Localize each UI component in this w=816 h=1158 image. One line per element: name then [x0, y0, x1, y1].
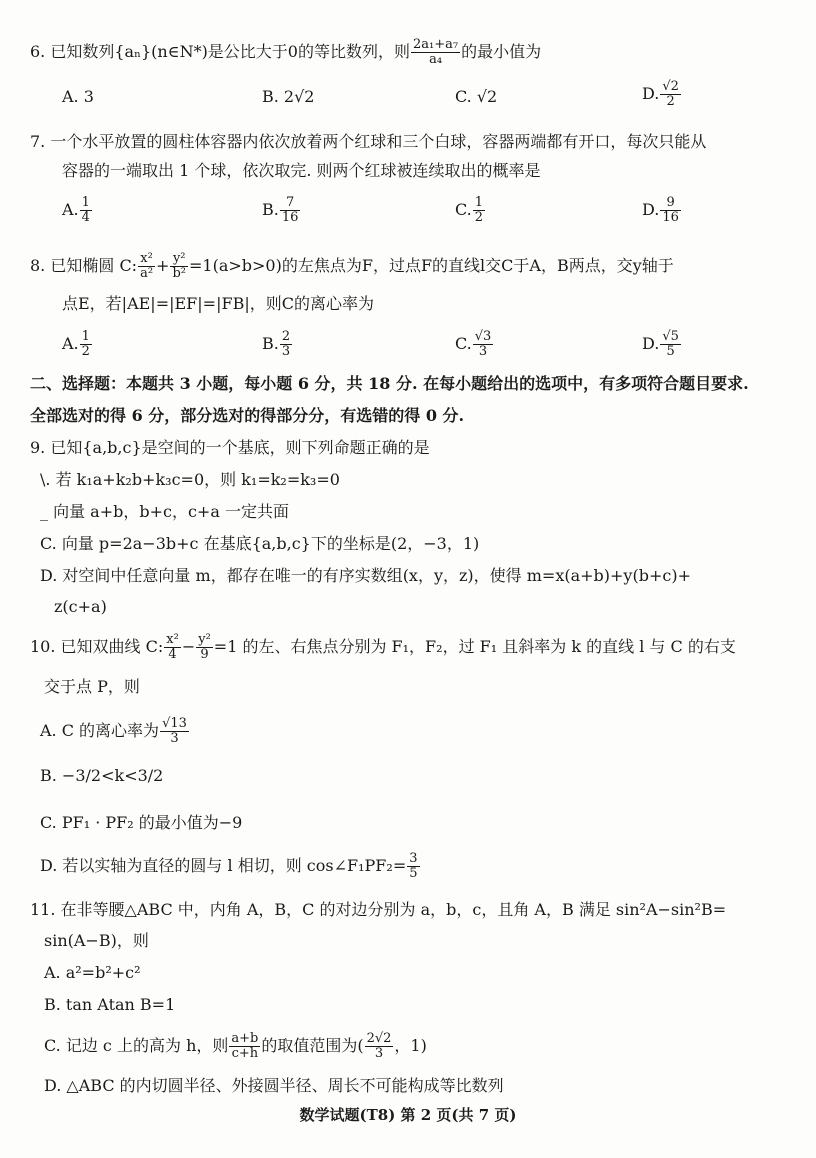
q11-c-den2: 3 [374, 1046, 384, 1061]
q7-option-a [62, 196, 93, 225]
q8-b-num: 2 [281, 329, 291, 344]
question-8-line2: 点E，若|AE|=|EF|=|FB|，则C的离心率为 [62, 294, 374, 313]
q10-x-frac [164, 633, 181, 662]
q10-x-den: 4 [168, 647, 177, 662]
q8-b-label: B. [262, 334, 279, 353]
q11-c-text-b: 的取值范围为( [261, 1036, 364, 1055]
page-footer: 数学试题(T8) 第 2 页(共 7 页) [299, 1106, 517, 1124]
q10-option-c: C. PF₁ · PF₂ 的最小值为−9 [40, 813, 243, 832]
q10-line1-end: =1 的左、右焦点分别为 F₁，F₂，过 F₁ 且斜率为 k 的直线 l 与 C 的右支 [213, 637, 736, 656]
q7-a-frac [80, 196, 92, 225]
q9-option-b: _ 向量 a+b，b+c，c+a 一定共面 [40, 502, 289, 521]
q7-option-b [262, 196, 301, 225]
q8-x-frac [138, 252, 155, 281]
q11-c-num2: 2√2 [366, 1031, 392, 1046]
q11-c-den1: c+h [231, 1046, 259, 1061]
q6-frac-den: a₄ [429, 52, 443, 67]
q7-b-num: 7 [280, 196, 301, 211]
section-2-heading-line2: 全部选对的得 6 分，部分选对的得部分分，有选错的得 0 分. [30, 406, 465, 425]
q7-b-frac [280, 196, 301, 225]
q7-c-frac [473, 196, 485, 225]
q8-d-num: √5 [662, 329, 679, 344]
q6-option-c: C. √2 [455, 87, 498, 106]
q6-option-a: A. 3 [62, 87, 94, 106]
q10-y-frac [196, 633, 213, 662]
q8-b-den: 3 [281, 344, 291, 359]
q6-frac-num: 2a₁+a₇ [413, 37, 459, 52]
q10-line1-start: 10. 已知双曲线 C: [30, 637, 164, 656]
q11-option-a: A. a²=b²+c² [44, 963, 141, 982]
q10-option-a [40, 717, 190, 746]
question-11-line1: 11. 在非等腰△ABC 中，内角 A，B，C 的对边分别为 a，b，c，且角 A，B 满足 sin²A−sin²B= [30, 900, 727, 919]
q6-stem-tail: 的最小值为 [461, 42, 542, 61]
q8-option-b [262, 330, 293, 359]
q6-option-d [642, 80, 682, 109]
question-8-line1: 8. 已知椭圆 C: $\frac{\text{x²}}{\text{a²}}$ + $\frac{\text{y²}}{\text{b²}}$ =1(a>b>0)的左焦点为F，过点F的直线l交C于A，B两点，交y轴于 [30, 251, 674, 281]
q6-d-num: √2 [662, 79, 679, 94]
q6-d-label: D. [642, 84, 660, 103]
q8-a-den: 2 [81, 344, 90, 359]
q8-y-den: b² [172, 266, 186, 281]
q11-c-text-a: C. 记边 c 上的高为 h，则 [44, 1036, 229, 1055]
q8-d-den: 5 [666, 344, 675, 359]
q10-d-frac [407, 852, 419, 881]
question-7-line1: 7. 一个水平放置的圆柱体容器内依次放着两个红球和三个白球，容器两端都有开口，每次只能从 [30, 132, 707, 151]
q10-x-num: x² [166, 632, 179, 647]
q11-c-frac2 [365, 1032, 394, 1061]
q8-c-label: C. [455, 334, 472, 353]
q7-c-label: C. [455, 200, 472, 219]
q8-d-frac [660, 330, 681, 359]
q7-d-frac [660, 196, 681, 225]
q7-a-label: A. [62, 200, 79, 219]
q7-d-den: 16 [662, 210, 679, 225]
q8-c-frac [473, 330, 494, 359]
q11-c-text-c: ，1) [394, 1036, 427, 1055]
q8-y-frac [170, 252, 188, 281]
q10-option-d [40, 852, 421, 881]
q10-y-den: 9 [200, 647, 209, 662]
q8-a-frac [80, 330, 92, 359]
q7-option-d [642, 196, 682, 225]
q8-option-d [642, 330, 682, 359]
q7-option-c [455, 196, 486, 225]
q11-option-b: B. tan Atan B=1 [44, 995, 176, 1014]
q8-line1-end: =1(a>b>0)的左焦点为F，过点F的直线l交C于A，B两点，交y轴于 [189, 256, 674, 275]
q8-a-num: 1 [81, 329, 90, 344]
q11-option-c [44, 1032, 427, 1061]
q10-y-num: y² [198, 632, 211, 647]
q6-fraction [411, 38, 460, 67]
q10-a-frac [160, 717, 189, 746]
q7-c-den: 2 [474, 210, 484, 225]
q11-c-frac1 [229, 1032, 260, 1061]
q8-c-den: 3 [478, 344, 488, 359]
question-10-line2: 交于点 P，则 [44, 677, 140, 696]
q9-option-d-line2: z(c+a) [54, 597, 107, 616]
q10-option-b: B. −3/2<k<3/2 [40, 766, 164, 785]
q8-y-num: y² [170, 252, 188, 267]
q8-a-label: A. [62, 334, 79, 353]
q6-stem-text: 6. 已知数列{aₙ}(n∈N*)是公比大于0的等比数列，则 [30, 42, 410, 61]
question-11-line2: sin(A−B)，则 [44, 931, 149, 950]
q7-b-den: 16 [281, 210, 299, 225]
q11-option-d: D. △ABC 的内切圆半径、外接圆半径、周长不可能构成等比数列 [44, 1076, 504, 1095]
q8-x-den: a² [140, 266, 154, 281]
q8-line1-start: 8. 已知椭圆 C: [30, 256, 138, 275]
q8-option-c [455, 330, 494, 359]
q8-c-num: √3 [474, 329, 492, 344]
section-2-heading-line1: 二、选择题：本题共 3 小题，每小题 6 分，共 18 分. 在每小题给出的选项中，有多项符合题目要求. [30, 374, 749, 393]
q9-option-a: \. 若 k₁a+k₂b+k₃c=0，则 k₁=k₂=k₃=0 [40, 470, 340, 489]
q8-option-a [62, 330, 93, 359]
q7-d-num: 9 [660, 196, 681, 211]
q7-a-num: 1 [81, 195, 90, 210]
q10-d-text: D. 若以实轴为直径的圆与 l 相切，则 cos∠F₁PF₂= [40, 856, 407, 875]
q6-d-den: 2 [666, 94, 675, 109]
question-10-line1: 10. 已知双曲线 C: $\frac{\text{x²}}{4}$ − $\frac{\text{y²}}{9}$ =1 的左、右焦点分别为 F₁，F₂，过 F₁ 且斜率为 k 的直线 l 与 C 的右支 [30, 632, 736, 662]
q10-d-num: 3 [409, 851, 418, 866]
question-6-stem [30, 38, 541, 67]
question-9-stem: 9. 已知{a,b,c}是空间的一个基底，则下列命题正确的是 [30, 438, 430, 457]
q7-b-label: B. [262, 200, 279, 219]
q8-x-num: x² [138, 252, 155, 267]
q7-d-label: D. [642, 200, 660, 219]
q6-d-frac [660, 80, 681, 109]
q9-option-c: C. 向量 p=2a−3b+c 在基底{a,b,c}下的坐标是(2，−3，1) [40, 534, 480, 553]
q10-a-den: 3 [170, 731, 179, 746]
q8-d-label: D. [642, 334, 660, 353]
q8-b-frac [280, 330, 292, 359]
q7-c-num: 1 [474, 195, 484, 210]
q10-d-den: 5 [409, 866, 418, 881]
q10-a-num: √13 [162, 716, 187, 731]
q7-a-den: 4 [81, 210, 90, 225]
q10-a-text: A. C 的离心率为 [40, 721, 160, 740]
q11-c-num1: a+b [231, 1031, 259, 1046]
question-7-line2: 容器的一端取出 1 个球，依次取完. 则两个红球被连续取出的概率是 [62, 161, 541, 180]
q9-option-d-line1: D. 对空间中任意向量 m，都存在唯一的有序实数组(x，y，z)，使得 m=x(a+b)+y(b+c)+ [40, 566, 691, 585]
q6-option-b: B. 2√2 [262, 87, 315, 106]
